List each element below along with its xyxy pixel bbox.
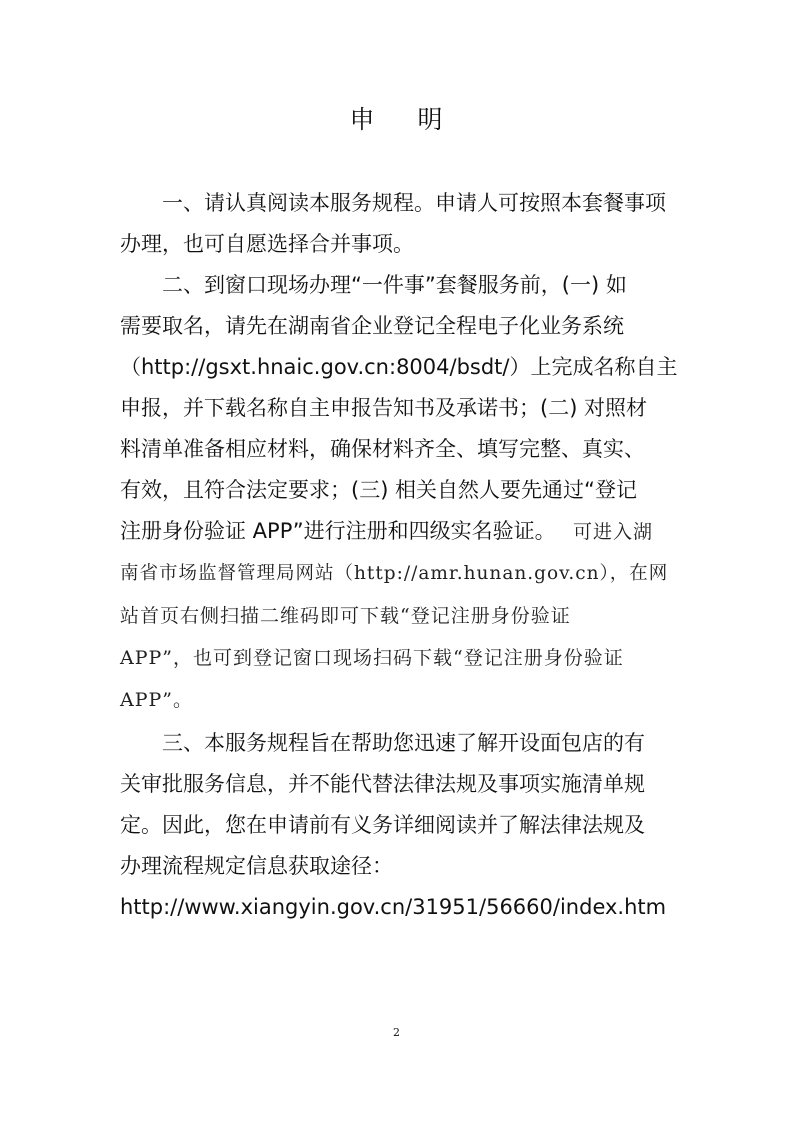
paragraph-2-line-7: 注册身份验证 APP”进行注册和四级实名验证。 <box>120 519 556 543</box>
paragraph-2-line-10: APP”，也可到登记窗口现场扫码下载“登记注册身份验证 <box>120 647 624 669</box>
paragraph-2-line-6: 有效，且符合法定要求；(三) 相关自然人要先通过“登记 <box>120 478 637 502</box>
reference-url: http://www.xiangyin.gov.cn/31951/56660/index.htm <box>120 895 667 919</box>
paragraph-2-line-11: APP”。 <box>120 689 194 711</box>
paragraph-3-line-2: 关审批服务信息，并不能代替法律法规及事项实施清单规 <box>120 772 645 796</box>
paragraph-2-line-7-tail: 可进入湖 <box>573 521 654 543</box>
paragraph-3-line-1: 三、本服务规程旨在帮助您迅速了解开设面包店的有 <box>162 731 645 755</box>
paragraph-1-line-2: 办理，也可自愿选择合并事项。 <box>120 232 414 256</box>
paragraph-1-line-1: 一、请认真阅读本服务规程。申请人可按照本套餐事项 <box>162 191 666 215</box>
page-number: 2 <box>393 1026 400 1039</box>
paragraph-3-line-3: 定。因此，您在申请前有义务详细阅读并了解法律法规及 <box>120 813 645 837</box>
paragraph-2-line-8: 南省市场监督管理局网站（http://amr.hunan.gov.cn），在网 <box>120 563 669 584</box>
paragraph-2-line-3: （http://gsxt.hnaic.gov.cn:8004/bsdt/）上完成名称自主 <box>120 355 678 379</box>
paragraph-2-line-1: 二、到窗口现场办理“一件事”套餐服务前，(一) 如 <box>162 273 627 297</box>
paragraph-3-line-4: 办理流程规定信息获取途径： <box>120 854 393 878</box>
paragraph-2-line-4: 申报，并下载名称自主申报告知书及承诺书；(二) 对照材 <box>120 396 648 420</box>
title-char-1: 申 <box>349 105 376 134</box>
title-char-2: 明 <box>417 105 444 134</box>
paragraph-2-line-2: 需要取名，请先在湖南省企业登记全程电子化业务系统 <box>120 314 624 338</box>
paragraph-2-line-5: 料清单准备相应材料，确保材料齐全、填写完整、真实、 <box>120 437 645 461</box>
paragraph-2-line-9: 站首页右侧扫描二维码即可下载“登记注册身份验证 <box>120 605 571 627</box>
page-title <box>0 100 793 136</box>
